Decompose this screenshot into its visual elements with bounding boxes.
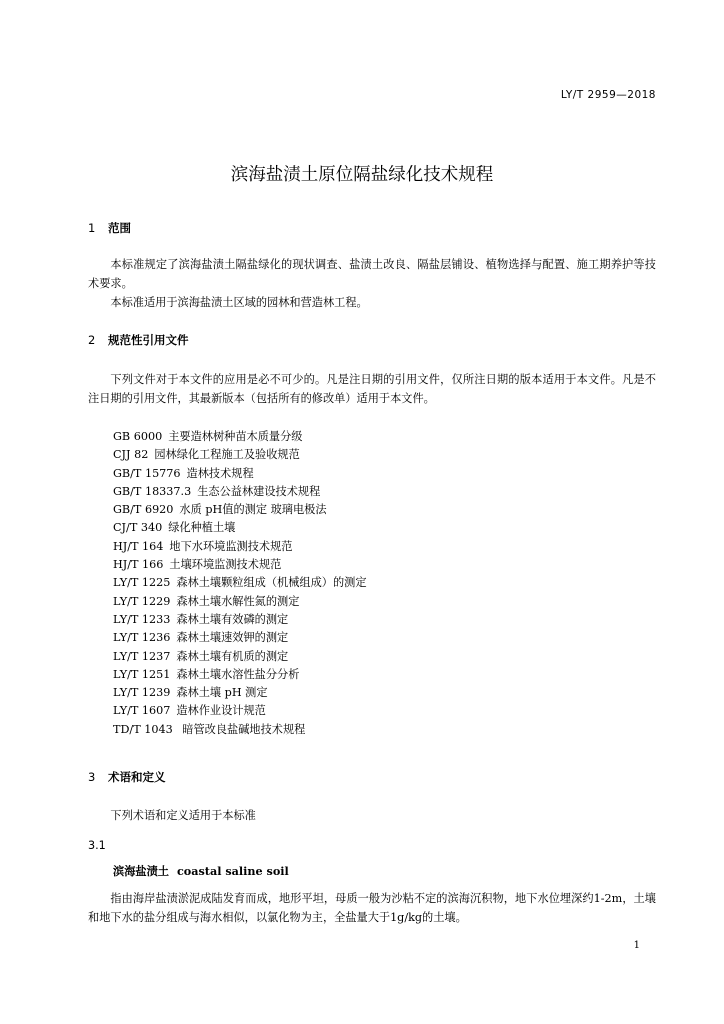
reference-item (113, 428, 367, 446)
section-1-heading (88, 220, 131, 236)
section-title: 规范性引用文件 (108, 333, 189, 347)
section-2-heading (88, 332, 189, 348)
reference-code: GB/T 6920 (113, 503, 174, 517)
reference-item (113, 629, 367, 647)
reference-item (113, 501, 367, 519)
reference-code: LY/T 1229 (113, 594, 171, 608)
reference-title: 暗管改良盐碱地技术规程 (178, 722, 306, 736)
reference-title: 森林土壤颗粒组成（机械组成）的测定 (176, 576, 367, 590)
section-3-paragraph: 下列术语和定义适用于本标准 (110, 809, 256, 822)
reference-item (113, 465, 367, 483)
section-2-paragraph: 下列文件对于本文件的应用是必不可少的。凡是注日期的引用文件，仅所注日期的版本适用于本文件。凡是不注日期的引用文件，其最新版本（包括所有的修改单）适用于本文件。 (88, 373, 656, 405)
term-definition: 指由海岸盐渍淤泥成陆发育而成，地形平坦，母质一般为沙粘不定的滨海沉积物，地下水位埋深约1-2m，土壤和地下水的盐分组成与海水相似，以氯化物为主，全盐量大于1g/kg的土壤。 (88, 892, 656, 924)
reference-title: 主要造林树种苗木质量分级 (168, 430, 303, 443)
reference-code: HJ/T 164 (113, 539, 164, 553)
reference-code: LY/T 1233 (113, 612, 171, 626)
reference-item (113, 648, 367, 666)
reference-code: GB/T 18337.3 (113, 484, 192, 498)
reference-title: 造林技术规程 (186, 466, 254, 480)
reference-item (113, 611, 367, 629)
reference-item (113, 519, 367, 537)
term-english: coastal saline soil (176, 864, 289, 878)
reference-code: GB 6000 (113, 430, 163, 443)
document-title: 滨海盐渍土原位隔盐绿化技术规程 (230, 165, 494, 185)
reference-code: LY/T 1237 (113, 649, 171, 663)
term-chinese: 滨海盐渍土 (113, 864, 169, 878)
reference-title: 森林土壤有机质的测定 (176, 649, 289, 663)
reference-title: 森林土壤 pH 测定 (176, 686, 268, 700)
reference-item (113, 593, 367, 611)
section-number: 2 (88, 333, 96, 347)
reference-code: LY/T 1225 (113, 576, 171, 590)
reference-title: 森林土壤水溶性盐分分析 (176, 667, 300, 681)
standard-code: LY/T 2959—2018 (560, 89, 656, 101)
reference-item (113, 446, 367, 464)
reference-title: 水质 pH值的测定 玻璃电极法 (179, 503, 327, 517)
reference-title: 园林绿化工程施工及验收规范 (154, 448, 300, 462)
subsection-number: 3.1 (88, 839, 106, 852)
reference-item (113, 666, 367, 684)
reference-item (113, 702, 367, 720)
section-1-paragraph: 本标准适用于滨海盐渍土区域的园林和营造林工程。 (110, 296, 368, 309)
reference-code: LY/T 1251 (113, 667, 171, 681)
page-number: 1 (633, 940, 640, 951)
reference-item (113, 556, 367, 574)
reference-code: TD/T 1043 (113, 722, 173, 736)
normative-references-list (113, 428, 367, 739)
reference-title: 土壤环境监测技术规范 (169, 558, 282, 572)
reference-item (113, 538, 367, 556)
reference-code: CJJ 82 (113, 448, 149, 462)
reference-code: GB/T 15776 (113, 466, 181, 480)
reference-title: 生态公益林建设技术规程 (197, 484, 321, 498)
reference-title: 森林土壤速效钾的测定 (176, 631, 289, 645)
reference-item (113, 483, 367, 501)
reference-code: LY/T 1236 (113, 631, 171, 645)
reference-item (113, 721, 367, 739)
term-entry (113, 863, 289, 879)
reference-title: 森林土壤水解性氮的测定 (176, 594, 300, 608)
reference-item (113, 574, 367, 592)
reference-title: 地下水环境监测技术规范 (169, 539, 293, 553)
reference-title: 造林作业设计规范 (176, 704, 266, 718)
reference-item (113, 684, 367, 702)
reference-code: LY/T 1607 (113, 704, 171, 718)
reference-title: 森林土壤有效磷的测定 (176, 612, 289, 626)
section-title: 范围 (108, 221, 131, 235)
reference-code: HJ/T 166 (113, 558, 164, 572)
reference-code: LY/T 1239 (113, 686, 171, 700)
section-1-paragraph: 本标准规定了滨海盐渍土隔盐绿化的现状调查、盐渍土改良、隔盐层铺设、植物选择与配置、施工期养护等技术要求。 (88, 258, 656, 290)
section-title: 术语和定义 (108, 770, 166, 784)
reference-code: CJ/T 340 (113, 521, 163, 535)
section-number: 3 (88, 770, 96, 784)
section-number: 1 (88, 221, 96, 235)
section-3-heading (88, 769, 166, 785)
reference-title: 绿化种植土壤 (168, 521, 236, 535)
